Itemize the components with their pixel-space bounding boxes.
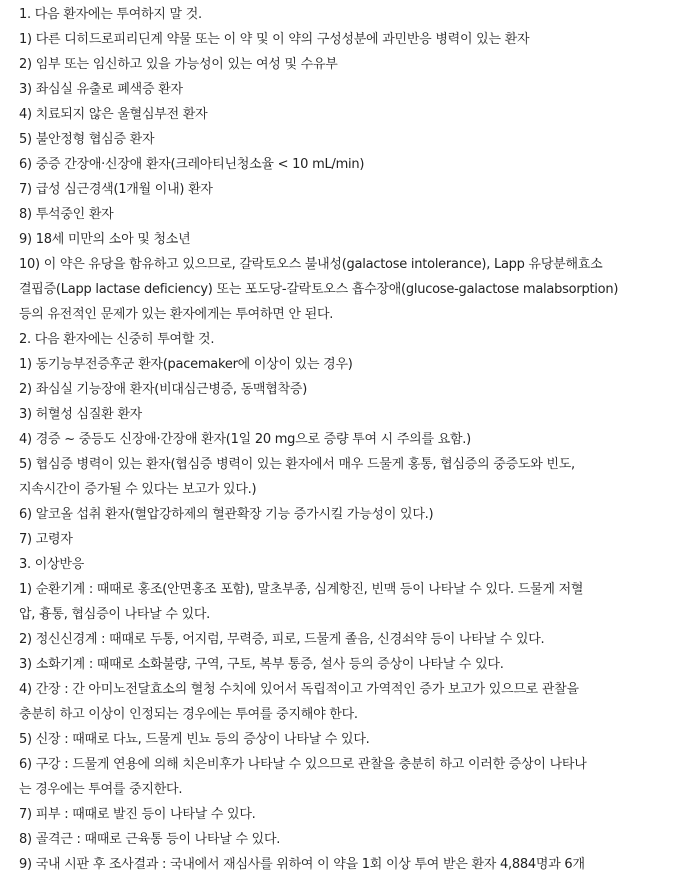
text-line: 5) 협심증 병력이 있는 환자(협심증 병력이 있는 환자에서 매우 드물게 홍통, 협심증의 중증도와 빈도, (19, 457, 575, 472)
text-line: 7) 고령자 (19, 532, 73, 547)
text-line: 4) 치료되지 않은 울혈심부전 환자 (19, 107, 208, 122)
text-line: 5) 불안정형 협심증 환자 (19, 132, 155, 147)
text-line: 6) 중증 간장애·신장애 환자(크레아티닌청소율 < 10 mL/min) (19, 157, 365, 172)
text-line: 지속시간이 증가될 수 있다는 보고가 있다.) (19, 482, 257, 497)
text-line: 3) 소화기계 : 때때로 소화불량, 구역, 구토, 복부 통증, 설사 등의 증상이 나타날 수 있다. (19, 657, 504, 672)
text-line: 충분히 하고 이상이 인정되는 경우에는 투여를 중지해야 한다. (19, 707, 358, 722)
text-line: 1) 다른 디히드로피리딘계 약물 또는 이 약 및 이 약의 구성성분에 과민반응 병력이 있는 환자 (19, 32, 530, 47)
text-line: 는 경우에는 투여를 중지한다. (19, 782, 183, 797)
text-line: 2) 임부 또는 임신하고 있을 가능성이 있는 여성 및 수유부 (19, 57, 338, 72)
section-heading-adverse-reactions: 3. 이상반응 (19, 557, 85, 572)
text-line: 결핍증(Lapp lactase deficiency) 또는 포도당-갈락토오스 흡수장애(glucose-galactose malabsorption) (19, 282, 619, 297)
text-line: 7) 급성 심근경색(1개월 이내) 환자 (19, 182, 213, 197)
text-line: 2) 좌심실 기능장애 환자(비대심근병증, 동맥협착증) (19, 382, 308, 397)
text-line: 8) 골격근 : 때때로 근육통 등이 나타날 수 있다. (19, 832, 281, 847)
text-line: 1) 순환기계 : 때때로 홍조(안면홍조 포함), 말초부종, 심계항진, 빈맥 등이 나타날 수 있다. 드물게 저혈 (19, 582, 584, 597)
text-line: 압, 흉통, 협심증이 나타날 수 있다. (19, 607, 211, 622)
text-line: 6) 알코올 섭취 환자(혈압강하제의 혈관확장 기능 증가시킬 가능성이 있다.) (19, 507, 434, 522)
text-line: 5) 신장 : 때때로 다뇨, 드물게 빈뇨 등의 증상이 나타날 수 있다. (19, 732, 370, 747)
text-line: 6) 구강 : 드물게 연용에 의해 치은비후가 나타날 수 있으므로 관찰을 충분히 하고 이러한 증상이 나타나 (19, 757, 587, 772)
text-line: 1) 동기능부전증후군 환자(pacemaker에 이상이 있는 경우) (19, 357, 353, 372)
text-line: 9) 국내 시판 후 조사결과 : 국내에서 재심사를 위하여 이 약을 1회 이상 투여 받은 환자 4,884명과 6개 (19, 857, 585, 872)
text-line: 10) 이 약은 유당을 함유하고 있으므로, 갈락토오스 불내성(galactose intolerance), Lapp 유당분해효소 (19, 257, 603, 272)
text-line: 3) 좌심실 유출로 폐색증 환자 (19, 82, 183, 97)
text-line: 4) 경증 ~ 중등도 신장애·간장애 환자(1일 20 mg으로 증량 투여 시 주의를 요함.) (19, 432, 471, 447)
text-line: 4) 간장 : 간 아미노전달효소의 혈청 수치에 있어서 독립적이고 가역적인 증가 보고가 있으므로 관찰을 (19, 682, 579, 697)
text-line: 3) 허혈성 심질환 환자 (19, 407, 142, 422)
text-line: 8) 투석중인 환자 (19, 207, 114, 222)
section-heading-precautions: 2. 다음 환자에는 신중히 투여할 것. (19, 332, 215, 347)
section-heading-contraindications: 1. 다음 환자에는 투여하지 말 것. (19, 7, 202, 22)
text-line: 등의 유전적인 문제가 있는 환자에게는 투여하면 안 된다. (19, 307, 334, 322)
text-line: 7) 피부 : 때때로 발진 등이 나타날 수 있다. (19, 807, 256, 822)
text-line: 9) 18세 미만의 소아 및 청소년 (19, 232, 191, 247)
text-line: 2) 정신신경계 : 때때로 두통, 어지럼, 무력증, 피로, 드물게 졸음, 신경쇠약 등이 나타날 수 있다. (19, 632, 545, 647)
